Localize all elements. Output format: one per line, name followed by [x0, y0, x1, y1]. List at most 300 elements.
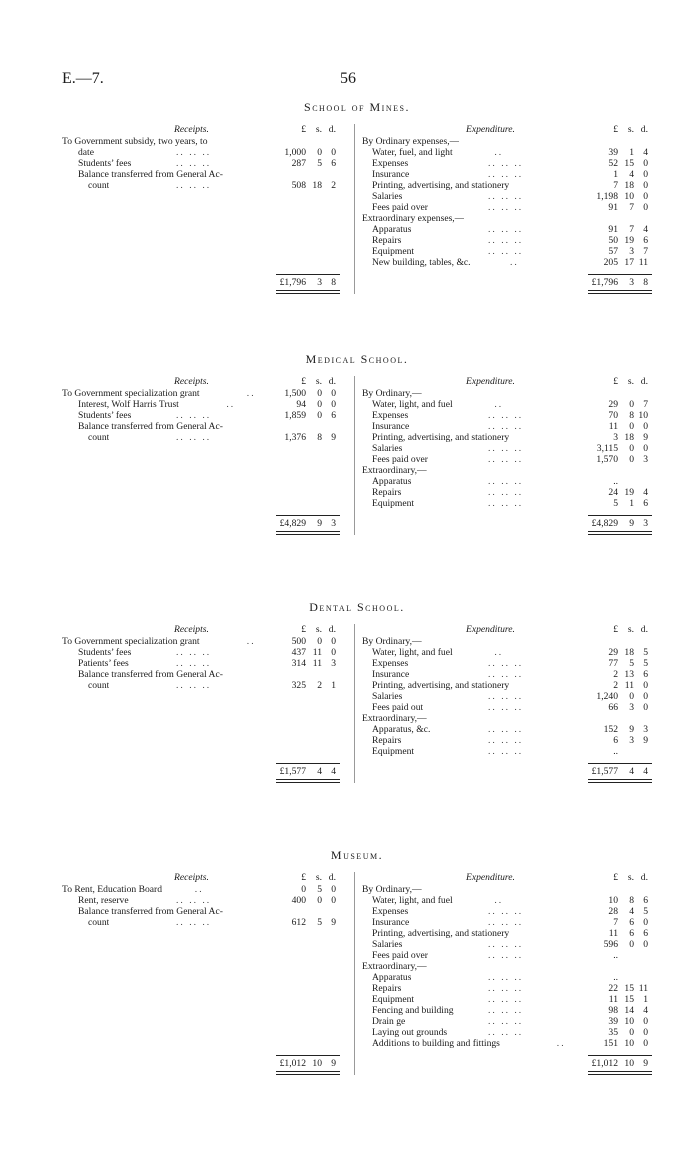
receipts-amount-s: 5: [317, 158, 322, 169]
expenditure-amount-d: 0: [643, 202, 648, 213]
expenditure-label: Water, light, and fuel: [372, 647, 453, 658]
expenditure-amount-p: 5: [613, 498, 618, 509]
expenditure-label: Printing, advertising, and stationery: [372, 928, 510, 939]
expenditure-label: Equipment: [372, 498, 415, 509]
expenditure-leader-dots: .. .. ..: [488, 454, 524, 465]
expenditure-amount: [588, 746, 652, 757]
expenditure-amount-d: 9: [643, 735, 648, 746]
receipts-amount: [276, 158, 340, 169]
expenditure-row: [362, 202, 652, 213]
expenditure-amount: [588, 410, 652, 421]
expenditure-row: [362, 487, 652, 498]
expenditure-amount-d: 1: [643, 994, 648, 1005]
expenditure-amount: [588, 246, 652, 257]
receipts-label: Rent, reserve: [78, 895, 129, 906]
receipts-currency-head-s: s.: [315, 124, 322, 135]
expenditure-row: [362, 950, 652, 961]
expenditure-amount-s: 1: [629, 498, 634, 509]
expenditure-amount-d: 6: [643, 928, 648, 939]
expenditure-label: Apparatus: [372, 224, 412, 235]
expenditure-label: Insurance: [372, 917, 410, 928]
receipts-leader-dots: .. .. ..: [176, 180, 212, 191]
expenditure-amount: [588, 169, 652, 180]
receipts-amount-s: 0: [317, 895, 322, 906]
receipts-row: [62, 410, 340, 421]
expenditure-label: By Ordinary expenses,—: [362, 136, 460, 147]
receipts-leader-dots: .. .. ..: [176, 158, 212, 169]
receipts-label: count: [88, 432, 110, 443]
receipts-amount-d: 0: [331, 388, 336, 399]
receipts-row: [62, 884, 340, 895]
receipts-amount-d: 9: [331, 917, 336, 928]
receipts-row: [62, 180, 340, 191]
expenditure-amount-p: 70: [608, 410, 618, 421]
expenditure-label: Printing, advertising, and stationery: [372, 680, 510, 691]
expenditure-amount-p: 66: [608, 702, 618, 713]
receipts-row: [62, 136, 340, 147]
expenditure-amount-p: 91: [608, 224, 618, 235]
expenditure-label: Repairs: [372, 487, 402, 498]
expenditure-label: Extraordinary,—: [362, 961, 427, 972]
expenditure-amount: [588, 1005, 652, 1016]
expenditure-heading: Expenditure.: [466, 872, 515, 883]
receipts-total-rule-top: [276, 515, 340, 516]
expenditure-amount: [588, 1016, 652, 1027]
expenditure-amount-p: 596: [603, 939, 618, 950]
column-separator: [354, 872, 355, 1075]
expenditure-label: Drain ge: [372, 1016, 406, 1027]
expenditure-amount: [588, 895, 652, 906]
expenditure-amount-s: 17: [624, 257, 634, 268]
receipts-leader-dots: .. .. ..: [176, 917, 212, 928]
expenditure-label: Repairs: [372, 735, 402, 746]
expenditure-row: [362, 180, 652, 191]
receipts-amount-s: 11: [312, 647, 322, 658]
expenditure-amount-s: 3: [629, 246, 634, 257]
receipts-row: [62, 636, 340, 647]
receipts-amount-p: 1,859: [284, 410, 306, 421]
expenditure-row: [362, 713, 652, 724]
expenditure-amount-p: 52: [608, 158, 618, 169]
receipts-amount-d: 0: [331, 636, 336, 647]
expenditure-row: [362, 1016, 652, 1027]
expenditure-total-p: £1,012: [591, 1058, 618, 1069]
expenditure-amount-d: 4: [643, 224, 648, 235]
expenditure-total-d: 3: [643, 518, 648, 529]
expenditure-row: [362, 158, 652, 169]
receipts-amount: [276, 647, 340, 658]
receipts-heading: Receipts.: [174, 376, 209, 387]
expenditure-amount-d: 6: [643, 498, 648, 509]
expenditure-amount: [588, 1027, 652, 1038]
receipts-amount-s: 2: [317, 680, 322, 691]
receipts-amount: [276, 884, 340, 895]
receipts-label: Students’ fees: [78, 410, 132, 421]
expenditure-amount: [588, 158, 652, 169]
receipts-label: To Government specialization grant: [62, 636, 200, 647]
expenditure-amount-p: 11: [608, 994, 618, 1005]
expenditure-amount-s: 0: [629, 399, 634, 410]
expenditure-label: Insurance: [372, 169, 410, 180]
receipts-total-rule-top: [276, 274, 340, 275]
receipts-currency-head-p: £: [301, 124, 306, 135]
receipts-label: date: [78, 147, 94, 158]
receipts-label: Balance transferred from General Ac-: [78, 906, 223, 917]
expenditure-amount-p: 2: [613, 680, 618, 691]
expenditure-leader-dots: ..: [494, 147, 504, 158]
expenditure-amount-d: 5: [643, 906, 648, 917]
expenditure-amount-s: 8: [629, 410, 634, 421]
expenditure-total-rule-top: [588, 763, 652, 764]
expenditure-row: [362, 169, 652, 180]
receipts-column: [62, 636, 340, 691]
receipts-total-rule-bottom: [276, 1071, 340, 1075]
expenditure-leader-dots: .. .. ..: [488, 1005, 524, 1016]
expenditure-amount: [588, 691, 652, 702]
receipts-currency-head-p: £: [301, 376, 306, 387]
expenditure-amount: [588, 680, 652, 691]
receipts-row: [62, 917, 340, 928]
expenditure-amount-p: 1: [613, 169, 618, 180]
receipts-total-p: £1,796: [279, 277, 306, 288]
expenditure-amount-s: 6: [629, 928, 634, 939]
expenditure-leader-dots: .. .. ..: [488, 746, 524, 757]
receipts-row: [62, 421, 340, 432]
expenditure-row: [362, 498, 652, 509]
receipts-leader-dots: ..: [246, 388, 256, 399]
receipts-label: Balance transferred from General Ac-: [78, 669, 223, 680]
expenditure-row: [362, 994, 652, 1005]
receipts-total-d: 4: [331, 766, 336, 777]
expenditure-amount: [588, 454, 652, 465]
expenditure-leader-dots: .. .. ..: [488, 994, 524, 1005]
expenditure-heading: Expenditure.: [466, 124, 515, 135]
expenditure-amount-d: 0: [643, 1016, 648, 1027]
expenditure-leader-dots: .. .. ..: [488, 939, 524, 950]
receipts-amount-d: 6: [331, 410, 336, 421]
expenditure-row: [362, 735, 652, 746]
receipts-amount: [276, 658, 340, 669]
expenditure-label: Salaries: [372, 939, 403, 950]
receipts-amount-s: 0: [317, 410, 322, 421]
expenditure-amount-s: 19: [624, 235, 634, 246]
expenditure-leader-dots: .. .. ..: [488, 443, 524, 454]
expenditure-amount-p: 2: [613, 669, 618, 680]
expenditure-total-rule-top: [588, 274, 652, 275]
receipts-heading: Receipts.: [174, 624, 209, 635]
expenditure-total-rule-bottom: [588, 779, 652, 783]
expenditure-amount-d: 4: [643, 487, 648, 498]
expenditure-leader-dots: .. .. ..: [488, 421, 524, 432]
receipts-label: count: [88, 680, 110, 691]
expenditure-amount-s: 7: [629, 224, 634, 235]
expenditure-amount-s: 3: [629, 702, 634, 713]
expenditure-total-d: 8: [643, 277, 648, 288]
expenditure-amount: [588, 994, 652, 1005]
expenditure-leader-dots: .. .. ..: [488, 235, 524, 246]
expenditure-total: [588, 277, 652, 288]
expenditure-amount-p: 39: [608, 147, 618, 158]
expenditure-row: [362, 465, 652, 476]
expenditure-label: Equipment: [372, 994, 415, 1005]
receipts-amount-s: 8: [317, 432, 322, 443]
expenditure-amount: [588, 735, 652, 746]
expenditure-amount-d: 0: [643, 1027, 648, 1038]
expenditure-amount: [588, 191, 652, 202]
expenditure-label: Laying out grounds: [372, 1027, 448, 1038]
receipts-amount-p: 1,000: [284, 147, 306, 158]
expenditure-label: Apparatus, &c.: [372, 724, 431, 735]
expenditure-amount-s: 5: [629, 658, 634, 669]
receipts-amount: [276, 917, 340, 928]
expenditure-amount-p: 29: [608, 399, 618, 410]
expenditure-leader-dots: .. .. ..: [488, 669, 524, 680]
expenditure-total-rule-bottom: [588, 290, 652, 294]
receipts-currency-head: [276, 124, 340, 135]
expenditure-heading: Expenditure.: [466, 376, 515, 387]
receipts-amount-s: 5: [317, 917, 322, 928]
receipts-currency-head-d: d.: [328, 624, 336, 635]
expenditure-leader-dots: .. .. ..: [488, 917, 524, 928]
column-separator: [354, 376, 355, 535]
receipts-amount-p: 287: [291, 158, 306, 169]
expenditure-amount-p: 1,570: [596, 454, 618, 465]
expenditure-amount-s: 19: [624, 487, 634, 498]
receipts-amount-p: 612: [291, 917, 306, 928]
expenditure-row: [362, 399, 652, 410]
receipts-row: [62, 895, 340, 906]
expenditure-amount: [588, 724, 652, 735]
expenditure-total-s: 10: [624, 1058, 634, 1069]
expenditure-total-s: 3: [629, 277, 634, 288]
expenditure-amount-d: 6: [643, 895, 648, 906]
expenditure-amount-s: 18: [624, 432, 634, 443]
expenditure-currency-head-d: d.: [640, 872, 648, 883]
expenditure-leader-dots: ..: [510, 257, 519, 268]
expenditure-amount-p: 3,115: [596, 443, 618, 454]
expenditure-amount: [588, 498, 652, 509]
expenditure-amount-s: 4: [629, 906, 634, 917]
section-title: Medical School.: [305, 352, 409, 366]
receipts-amount: [276, 410, 340, 421]
receipts-row: [62, 399, 340, 410]
expenditure-label: Repairs: [372, 983, 402, 994]
receipts-amount-p: 1,376: [284, 432, 306, 443]
expenditure-amount-p: 152: [603, 724, 618, 735]
expenditure-amount-d: 0: [643, 702, 648, 713]
receipts-leader-dots: ..: [194, 884, 204, 895]
expenditure-amount-s: 7: [629, 202, 634, 213]
expenditure-amount-s: 0: [629, 691, 634, 702]
receipts-row: [62, 158, 340, 169]
expenditure-row: [362, 257, 652, 268]
expenditure-currency-head-p: £: [613, 624, 618, 635]
expenditure-leader-dots: .. .. ..: [488, 202, 524, 213]
receipts-total-s: 10: [312, 1058, 322, 1069]
page-number: 56: [340, 70, 356, 87]
expenditure-amount-p: 7: [613, 917, 618, 928]
receipts-amount-p: 314: [291, 658, 306, 669]
receipts-total-rule-top: [276, 1055, 340, 1056]
expenditure-leader-dots: .. .. ..: [488, 906, 524, 917]
expenditure-column: [362, 884, 652, 1049]
expenditure-amount-d: 3: [643, 724, 648, 735]
expenditure-row: [362, 647, 652, 658]
expenditure-amount: [588, 702, 652, 713]
receipts-total-rule-bottom: [276, 779, 340, 783]
expenditure-amount-d: 7: [643, 399, 648, 410]
expenditure-row: [362, 917, 652, 928]
column-separator: [354, 624, 355, 783]
expenditure-amount-p: 57: [608, 246, 618, 257]
expenditure-amount-d: 11: [638, 983, 648, 994]
expenditure-total: [588, 1058, 652, 1069]
expenditure-total-s: 4: [629, 766, 634, 777]
receipts-row: [62, 906, 340, 917]
receipts-currency-head-s: s.: [315, 872, 322, 883]
expenditure-currency-head-d: d.: [640, 124, 648, 135]
expenditure-leader-dots: .. .. ..: [488, 410, 524, 421]
expenditure-amount: [588, 906, 652, 917]
expenditure-currency-head: [588, 376, 652, 387]
receipts-currency-head-d: d.: [328, 124, 336, 135]
expenditure-currency-head-s: s.: [627, 872, 634, 883]
receipts-label: count: [88, 180, 110, 191]
expenditure-amount-p: ..: [613, 476, 618, 487]
expenditure-amount: [588, 202, 652, 213]
expenditure-leader-dots: .. .. ..: [488, 191, 524, 202]
expenditure-amount: [588, 432, 652, 443]
expenditure-amount-p: ..: [613, 950, 618, 961]
receipts-currency-head-p: £: [301, 872, 306, 883]
expenditure-amount-s: 11: [624, 680, 634, 691]
expenditure-leader-dots: .. .. ..: [488, 169, 524, 180]
expenditure-amount-p: 151: [603, 1038, 618, 1049]
expenditure-amount-s: 3: [629, 735, 634, 746]
expenditure-label: Expenses: [372, 158, 409, 169]
receipts-amount: [276, 399, 340, 410]
receipts-amount-d: 0: [331, 884, 336, 895]
expenditure-amount-p: 1,240: [596, 691, 618, 702]
expenditure-label: Insurance: [372, 669, 410, 680]
expenditure-label: By Ordinary,—: [362, 884, 422, 895]
expenditure-amount-d: 0: [643, 691, 648, 702]
receipts-amount-p: 0: [301, 884, 306, 895]
receipts-total-rule-bottom: [276, 531, 340, 535]
receipts-currency-head-s: s.: [315, 376, 322, 387]
expenditure-amount-p: 1,198: [596, 191, 618, 202]
expenditure-amount-s: 10: [624, 191, 634, 202]
expenditure-amount: [588, 421, 652, 432]
expenditure-row: [362, 432, 652, 443]
expenditure-leader-dots: .. .. ..: [488, 476, 524, 487]
receipts-amount: [276, 147, 340, 158]
expenditure-total: [588, 766, 652, 777]
expenditure-label: Equipment: [372, 246, 415, 257]
expenditure-leader-dots: .. .. ..: [488, 487, 524, 498]
expenditure-amount-s: 15: [624, 983, 634, 994]
expenditure-amount-s: 0: [629, 939, 634, 950]
expenditure-label: Fees paid over: [372, 202, 428, 213]
receipts-total: [276, 1058, 340, 1069]
expenditure-row: [362, 1005, 652, 1016]
expenditure-amount: [588, 257, 652, 268]
expenditure-amount-s: 0: [629, 421, 634, 432]
expenditure-label: Fees paid over: [372, 454, 428, 465]
expenditure-label: Equipment: [372, 746, 415, 757]
expenditure-amount-d: 3: [643, 454, 648, 465]
expenditure-amount-s: 10: [624, 1038, 634, 1049]
receipts-row: [62, 432, 340, 443]
expenditure-row: [362, 983, 652, 994]
expenditure-label: Salaries: [372, 443, 403, 454]
receipts-column: [62, 136, 340, 191]
expenditure-row: [362, 235, 652, 246]
receipts-currency-head-p: £: [301, 624, 306, 635]
expenditure-leader-dots: ..: [494, 895, 504, 906]
expenditure-amount: [588, 224, 652, 235]
expenditure-row: [362, 443, 652, 454]
expenditure-row: [362, 658, 652, 669]
expenditure-leader-dots: .. .. ..: [488, 158, 524, 169]
expenditure-leader-dots: .. .. ..: [488, 691, 524, 702]
expenditure-currency-head: [588, 624, 652, 635]
expenditure-amount-p: 91: [608, 202, 618, 213]
receipts-total-rule-top: [276, 763, 340, 764]
expenditure-total-p: £1,796: [591, 277, 618, 288]
expenditure-amount-d: 0: [643, 158, 648, 169]
expenditure-amount-p: 28: [608, 906, 618, 917]
expenditure-currency-head-d: d.: [640, 624, 648, 635]
receipts-leader-dots: .. .. ..: [176, 432, 212, 443]
expenditure-amount-s: 15: [624, 994, 634, 1005]
expenditure-amount-d: 0: [643, 680, 648, 691]
receipts-amount-d: 0: [331, 895, 336, 906]
expenditure-label: Printing, advertising, and stationery: [372, 180, 510, 191]
expenditure-row: [362, 939, 652, 950]
expenditure-leader-dots: .. .. ..: [488, 950, 524, 961]
expenditure-currency-head-s: s.: [627, 376, 634, 387]
expenditure-amount-p: 39: [608, 1016, 618, 1027]
receipts-amount-d: 3: [331, 658, 336, 669]
expenditure-amount-s: 6: [629, 917, 634, 928]
receipts-label: Patients’ fees: [78, 658, 129, 669]
receipts-amount-p: 500: [291, 636, 306, 647]
expenditure-amount: [588, 972, 652, 983]
expenditure-amount-d: 9: [643, 432, 648, 443]
expenditure-amount-p: ..: [613, 746, 618, 757]
section-title: Museum.: [330, 848, 384, 862]
expenditure-label: Water, fuel, and light: [372, 147, 453, 158]
receipts-amount-p: 400: [291, 895, 306, 906]
expenditure-amount-s: 18: [624, 180, 634, 191]
receipts-amount-s: 0: [317, 399, 322, 410]
expenditure-row: [362, 972, 652, 983]
expenditure-column: [362, 636, 652, 757]
expenditure-amount-s: 0: [629, 454, 634, 465]
receipts-amount: [276, 680, 340, 691]
expenditure-total-rule-bottom: [588, 1071, 652, 1075]
receipts-amount-p: 94: [296, 399, 306, 410]
expenditure-row: [362, 928, 652, 939]
receipts-amount: [276, 895, 340, 906]
receipts-currency-head: [276, 872, 340, 883]
receipts-leader-dots: .. .. ..: [176, 680, 212, 691]
receipts-heading: Receipts.: [174, 872, 209, 883]
expenditure-amount-p: 11: [608, 421, 618, 432]
expenditure-row: [362, 669, 652, 680]
receipts-total: [276, 277, 340, 288]
